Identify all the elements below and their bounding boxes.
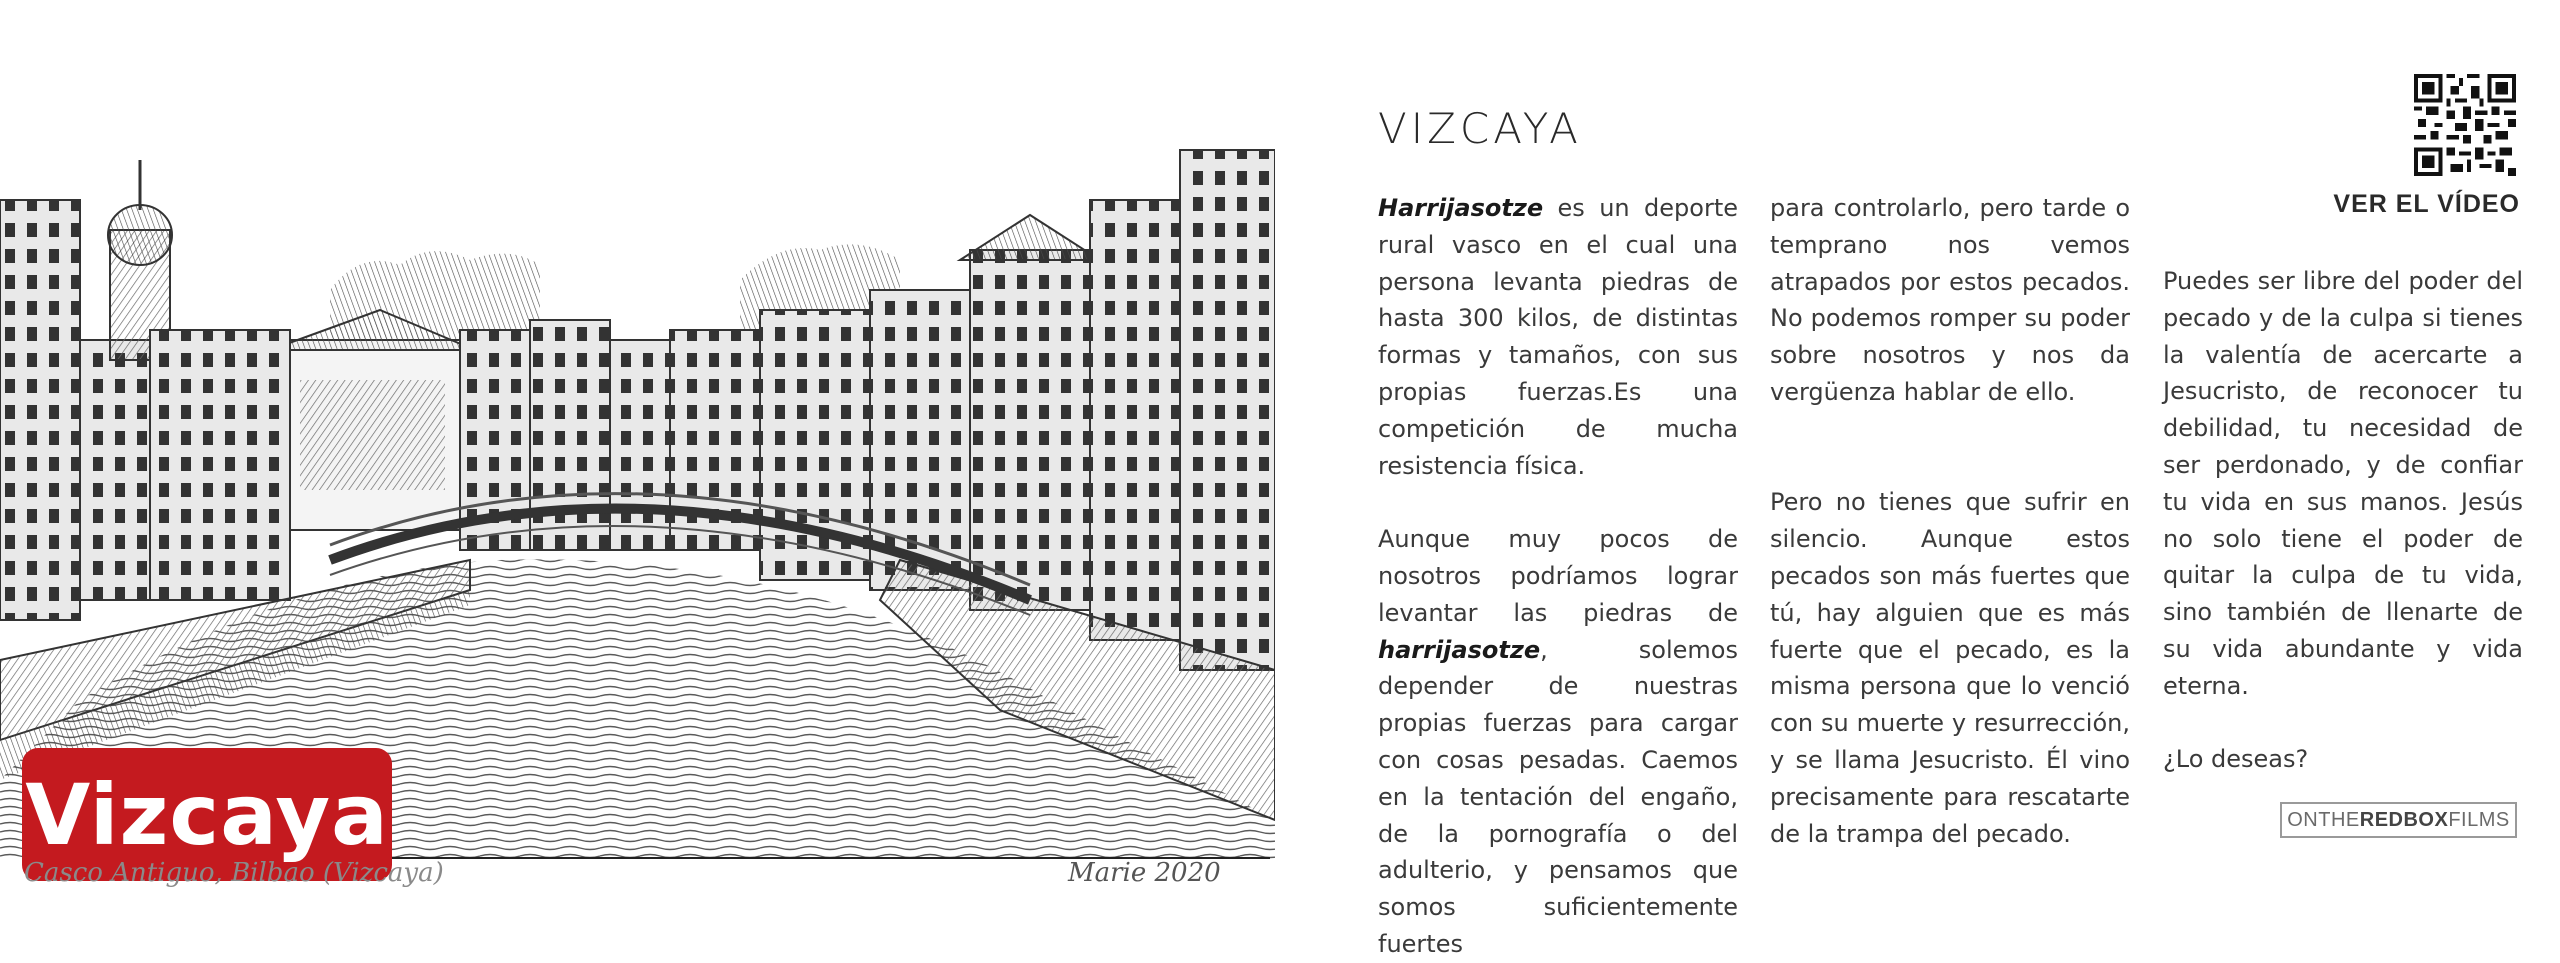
brand-logo [2280, 802, 2517, 838]
region-badge: Vizcaya [22, 748, 392, 881]
col2-paragraph-1: para controlarlo, pero tarde o temprano nos vemos atrapados por estos pecados. No podemos romper su poder sobre nosotros y nos da vergüenza hablar de ello. [1770, 194, 2130, 406]
col1-p2-bold-term: harrijasotze [1378, 635, 1541, 664]
col1-bold-term: Harrijasotze [1378, 194, 1544, 222]
col1-p2-start: Aunque muy pocos de nosotros podríamos lograr levantar las piedras de [1378, 525, 1738, 627]
artist-signature: Marie 2020 [1068, 858, 1221, 888]
text-column-1 [1378, 190, 1738, 963]
col1-paragraph-1 [1378, 190, 1738, 484]
logo-part-2: REDBOX [2359, 808, 2449, 831]
col1-p2-rest: , solemos depender de nuestras propias fuerzas para cargar con cosas pesadas. Caemos en la tentación del engaño, de la pornografía o del adulterio, y pensamos que somos suficientemente fuertes [1378, 635, 1738, 958]
col3-paragraph-2: ¿Lo deseas? [2163, 745, 2309, 774]
watch-video-link[interactable]: VER EL VÍDEO [2333, 190, 2520, 218]
col1-paragraph-2 [1378, 521, 1738, 963]
page-title: VIZCAYA [1378, 104, 1582, 153]
col1-p1-text: es un deporte rural vasco en el cual una persona levanta piedras de hasta 300 kilos, de distintas formas y tamaños, con sus propias fuerzas.Es una competición de mucha resistencia física. [1378, 194, 1738, 480]
qr-code-icon[interactable] [2414, 74, 2516, 176]
logo-part-1: ONTHE [2287, 808, 2360, 831]
logo-part-3: FILMS [2448, 808, 2510, 831]
col3-paragraph-1: Puedes ser libre del poder del pecado y de la culpa si tienes la valentía de acercarte a Jesucristo, de reconocer tu debilidad, tu necesidad de ser perdonado, y de confiar tu vida en sus manos. Jesús no solo tiene el poder de quitar la culpa de tu vida, sino también de llenarte de su vida abundante y vida eterna. [2163, 267, 2523, 700]
text-column-2 [1770, 190, 2130, 852]
sketch-caption: Casco Antiguo, Bilbao (Vizcaya) [24, 858, 444, 888]
col2-paragraph-2: Pero no tienes que sufrir en silencio. Aunque estos pecados son más fuertes que tú, hay alguien que es más fuerte que el pecado, es la misma persona que lo venció con su muerte y resurrección, y se llama Jesucristo. Él vino precisamente para rescatarte de la trampa del pecado. [1770, 488, 2130, 848]
text-column-3 [2163, 263, 2523, 778]
